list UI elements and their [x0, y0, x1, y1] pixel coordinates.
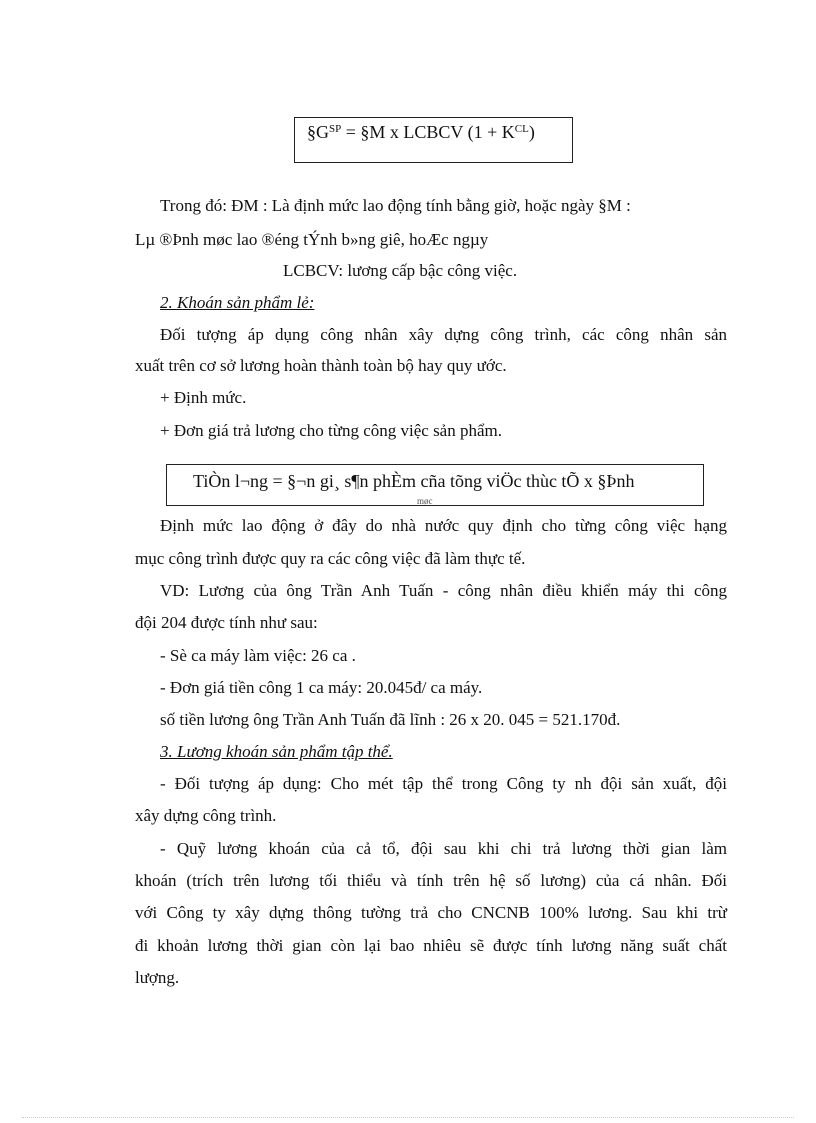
- paragraph-line: với Công ty xây dựng thông tường trả cho CNCNB 100% lương. Sau khi trừ: [135, 903, 727, 922]
- paragraph-line: Định mức lao động ở đây do nhà nước quy định cho từng công việc hạng: [160, 516, 727, 535]
- paragraph-line: - Đối tượng áp dụng: Cho mét tập thể trong Công ty nh đội sản xuất, đội: [160, 774, 727, 793]
- formula-middle: = §M x LCBCV (1 + K: [341, 122, 515, 142]
- list-item: - Đơn giá tiền công 1 ca máy: 20.045đ/ ca máy.: [160, 678, 483, 697]
- formula-box-product-wage: [294, 117, 573, 163]
- paragraph-line: mục công trình được quy ra các công việc đã làm thực tế.: [135, 549, 526, 568]
- paragraph-line: Đối tượng áp dụng công nhân xây dựng công trình, các công nhân sản: [160, 325, 727, 344]
- lcbcv-definition: LCBCV: lương cấp bậc công việc.: [283, 261, 518, 280]
- formula-clipped-text: møc: [417, 496, 433, 506]
- definition-line: Trong đó: ĐM : Là định mức lao động tính bằng giờ, hoặc ngày §M :: [160, 196, 631, 215]
- formula-text: TiÒn l¬ng = §¬n gi¸ s¶n phÈm cña tõng viÖc thùc tÕ x §Þnh: [193, 471, 635, 491]
- paragraph-line: số tiền lương ông Trần Anh Tuấn đã lĩnh : 26 x 20. 045 = 521.170đ.: [160, 710, 621, 729]
- formula-box-piece-wage: [166, 464, 704, 506]
- formula-lhs: §G: [307, 122, 329, 142]
- list-item: + Định mức.: [160, 388, 247, 407]
- paragraph-line: - Quỹ lương khoán của cả tổ, đội sau khi chi trả lương thời gian làm: [160, 839, 727, 858]
- paragraph-line: khoán (trích trên lương tối thiểu và tính trên hệ số lương) của cá nhân. Đối: [135, 871, 727, 890]
- paragraph-line: xuất trên cơ sở lương hoàn thành toàn bộ hay quy ước.: [135, 356, 507, 375]
- page-bottom-divider: [22, 1117, 794, 1118]
- section-heading-2: 2. Khoán sản phẩm lẻ:: [160, 293, 315, 312]
- garbled-definition-line: Lµ ®Þnh møc lao ®éng tÝnh b»ng giê, hoÆc ngµy: [135, 230, 489, 249]
- paragraph-line: đi khoản lương thời gian còn lại bao nhiêu sẽ được tính lương năng suất chất: [135, 936, 727, 955]
- list-item: - Sè ca máy làm việc: 26 ca .: [160, 646, 356, 665]
- formula-lhs-superscript: SP: [329, 123, 342, 135]
- formula-k-superscript: CL: [514, 123, 529, 135]
- paragraph-line: lượng.: [135, 968, 180, 987]
- list-item: + Đơn giá trả lương cho từng công việc sản phẩm.: [160, 421, 503, 440]
- section-heading-3: 3. Lương khoán sản phẩm tập thể.: [160, 742, 393, 761]
- formula-close: ): [528, 122, 535, 142]
- paragraph-line: xây dựng công trình.: [135, 806, 277, 825]
- paragraph-line: đội 204 được tính như sau:: [135, 613, 318, 632]
- paragraph-line: VD: Lương của ông Trần Anh Tuấn - công nhân điều khiển máy thi công: [160, 581, 727, 600]
